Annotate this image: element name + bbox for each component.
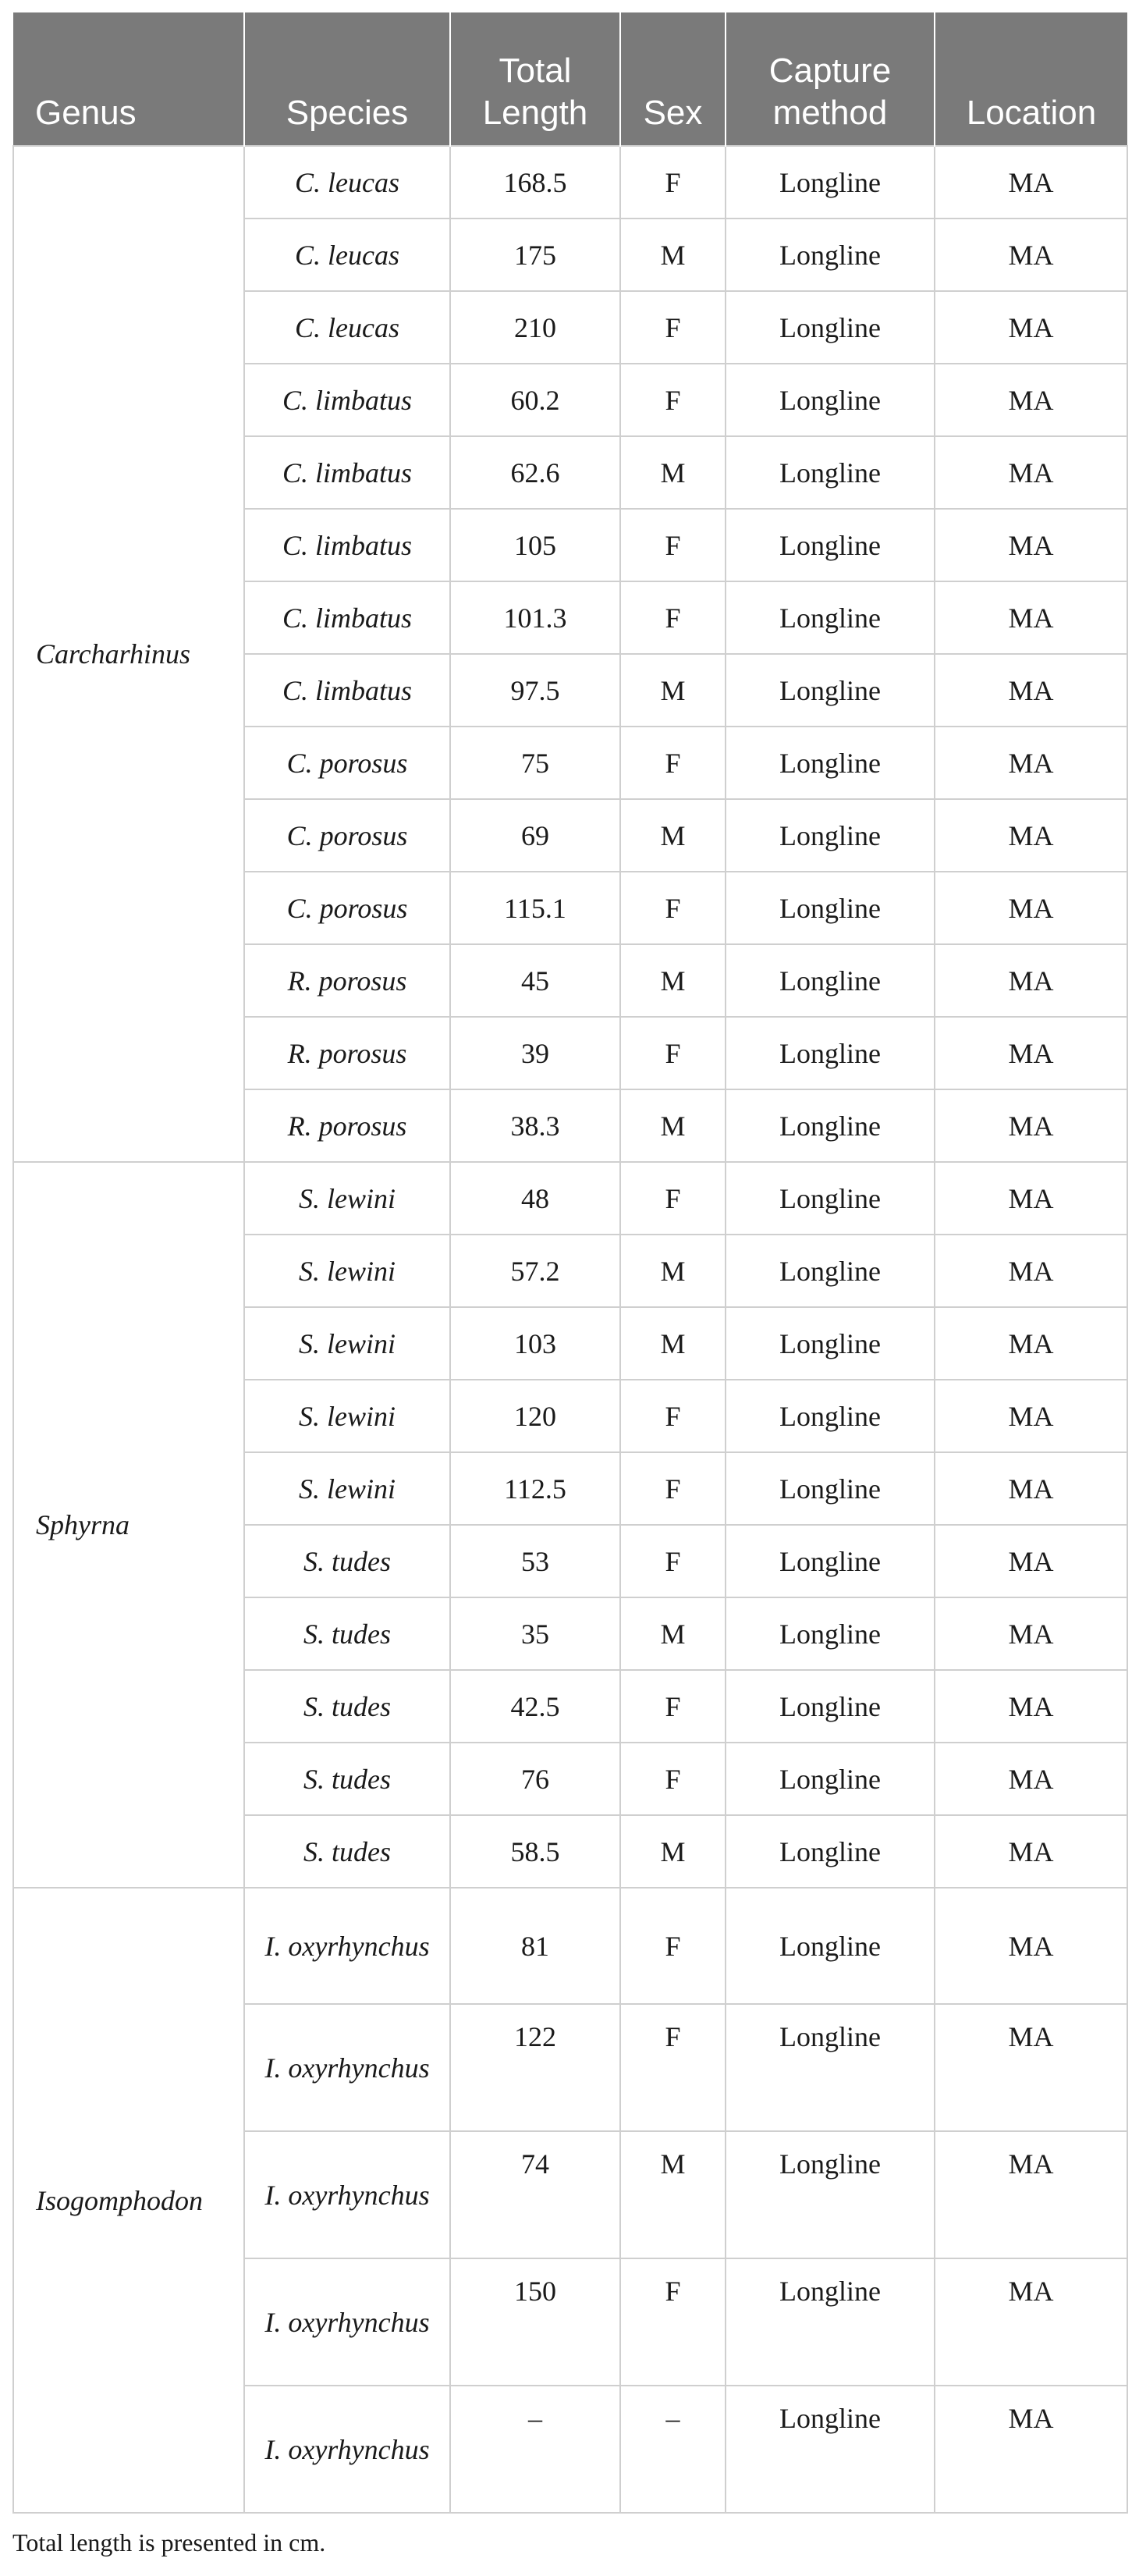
- location-cell: MA: [935, 364, 1127, 436]
- length-cell: 122: [450, 2004, 620, 2131]
- length-cell: 76: [450, 1743, 620, 1815]
- species-cell: I. oxyrhynchus: [244, 2131, 450, 2258]
- length-cell: 112.5: [450, 1452, 620, 1525]
- sex-cell: M: [620, 944, 726, 1017]
- sex-cell: F: [620, 2258, 726, 2386]
- location-cell: MA: [935, 1162, 1127, 1235]
- species-cell: S. lewini: [244, 1235, 450, 1307]
- capture-method-cell: Longline: [726, 2131, 935, 2258]
- species-cell: C. leucas: [244, 219, 450, 291]
- length-cell: 38.3: [450, 1089, 620, 1162]
- species-cell: R. porosus: [244, 1017, 450, 1089]
- table-row: [13, 1888, 1127, 2004]
- species-cell: S. lewini: [244, 1162, 450, 1235]
- length-cell: 57.2: [450, 1235, 620, 1307]
- sex-cell: –: [620, 2386, 726, 2513]
- species-cell: C. porosus: [244, 799, 450, 872]
- location-cell: MA: [935, 146, 1127, 219]
- capture-method-cell: Longline: [726, 364, 935, 436]
- location-cell: MA: [935, 509, 1127, 581]
- length-cell: 101.3: [450, 581, 620, 654]
- species-cell: C. limbatus: [244, 509, 450, 581]
- sex-cell: M: [620, 1597, 726, 1670]
- sex-cell: M: [620, 1815, 726, 1888]
- location-cell: MA: [935, 727, 1127, 799]
- location-cell: MA: [935, 872, 1127, 944]
- capture-method-cell: Longline: [726, 872, 935, 944]
- capture-method-cell: Longline: [726, 727, 935, 799]
- sex-cell: F: [620, 364, 726, 436]
- sex-cell: F: [620, 509, 726, 581]
- species-cell: I. oxyrhynchus: [244, 2004, 450, 2131]
- capture-method-cell: Longline: [726, 436, 935, 509]
- location-cell: MA: [935, 1017, 1127, 1089]
- capture-method-cell: Longline: [726, 291, 935, 364]
- capture-method-cell: Longline: [726, 1380, 935, 1452]
- sex-cell: F: [620, 1452, 726, 1525]
- sex-cell: F: [620, 1743, 726, 1815]
- species-cell: R. porosus: [244, 1089, 450, 1162]
- species-cell: C. porosus: [244, 872, 450, 944]
- location-cell: MA: [935, 2004, 1127, 2131]
- species-cell: C. limbatus: [244, 436, 450, 509]
- species-cell: S. tudes: [244, 1670, 450, 1743]
- location-cell: MA: [935, 1815, 1127, 1888]
- header-genus: Genus: [13, 12, 244, 146]
- location-cell: MA: [935, 1670, 1127, 1743]
- location-cell: MA: [935, 1888, 1127, 2004]
- length-cell: 103: [450, 1307, 620, 1380]
- capture-method-cell: Longline: [726, 1670, 935, 1743]
- capture-method-cell: Longline: [726, 799, 935, 872]
- length-cell: 62.6: [450, 436, 620, 509]
- header-species: Species: [244, 12, 450, 146]
- species-cell: S. lewini: [244, 1380, 450, 1452]
- sex-cell: M: [620, 436, 726, 509]
- species-cell: C. leucas: [244, 291, 450, 364]
- sex-cell: F: [620, 872, 726, 944]
- length-cell: 210: [450, 291, 620, 364]
- capture-method-cell: Longline: [726, 2386, 935, 2513]
- species-cell: R. porosus: [244, 944, 450, 1017]
- location-cell: MA: [935, 2131, 1127, 2258]
- species-cell: S. tudes: [244, 1525, 450, 1597]
- length-cell: 74: [450, 2131, 620, 2258]
- length-cell: 168.5: [450, 146, 620, 219]
- species-cell: C. limbatus: [244, 654, 450, 727]
- capture-method-cell: Longline: [726, 1452, 935, 1525]
- sex-cell: M: [620, 1089, 726, 1162]
- header-location: Location: [935, 12, 1127, 146]
- location-cell: MA: [935, 581, 1127, 654]
- length-cell: 48: [450, 1162, 620, 1235]
- capture-method-cell: Longline: [726, 2004, 935, 2131]
- species-cell: C. limbatus: [244, 581, 450, 654]
- length-cell: 45: [450, 944, 620, 1017]
- capture-method-cell: Longline: [726, 1162, 935, 1235]
- sex-cell: F: [620, 1525, 726, 1597]
- sex-cell: M: [620, 799, 726, 872]
- length-cell: 75: [450, 727, 620, 799]
- location-cell: MA: [935, 944, 1127, 1017]
- species-cell: C. leucas: [244, 146, 450, 219]
- capture-method-cell: Longline: [726, 581, 935, 654]
- location-cell: MA: [935, 219, 1127, 291]
- sex-cell: F: [620, 1888, 726, 2004]
- table-row: [13, 146, 1127, 219]
- length-cell: 150: [450, 2258, 620, 2386]
- length-cell: 53: [450, 1525, 620, 1597]
- sex-cell: F: [620, 146, 726, 219]
- species-cell: S. lewini: [244, 1307, 450, 1380]
- capture-method-cell: Longline: [726, 509, 935, 581]
- capture-method-cell: Longline: [726, 1525, 935, 1597]
- capture-method-cell: Longline: [726, 1815, 935, 1888]
- sex-cell: F: [620, 727, 726, 799]
- sex-cell: M: [620, 1235, 726, 1307]
- capture-method-cell: Longline: [726, 1597, 935, 1670]
- species-cell: I. oxyrhynchus: [244, 2258, 450, 2386]
- sex-cell: F: [620, 291, 726, 364]
- header-total-length: Total Length: [450, 12, 620, 146]
- length-cell: 175: [450, 219, 620, 291]
- length-cell: 120: [450, 1380, 620, 1452]
- location-cell: MA: [935, 1307, 1127, 1380]
- location-cell: MA: [935, 1089, 1127, 1162]
- length-cell: –: [450, 2386, 620, 2513]
- sex-cell: M: [620, 1307, 726, 1380]
- capture-method-cell: Longline: [726, 1743, 935, 1815]
- location-cell: MA: [935, 1743, 1127, 1815]
- length-cell: 39: [450, 1017, 620, 1089]
- header-capture-method: Capture method: [726, 12, 935, 146]
- location-cell: MA: [935, 436, 1127, 509]
- capture-method-cell: Longline: [726, 219, 935, 291]
- location-cell: MA: [935, 2386, 1127, 2513]
- sex-cell: M: [620, 219, 726, 291]
- capture-method-cell: Longline: [726, 1089, 935, 1162]
- capture-method-cell: Longline: [726, 1235, 935, 1307]
- length-cell: 35: [450, 1597, 620, 1670]
- sex-cell: F: [620, 1017, 726, 1089]
- sex-cell: F: [620, 1162, 726, 1235]
- genus-cell: Isogomphodon: [13, 1888, 244, 2513]
- header-row: [13, 12, 1127, 146]
- capture-method-cell: Longline: [726, 1017, 935, 1089]
- capture-method-cell: Longline: [726, 2258, 935, 2386]
- sex-cell: F: [620, 1670, 726, 1743]
- species-cell: S. lewini: [244, 1452, 450, 1525]
- length-cell: 60.2: [450, 364, 620, 436]
- capture-method-cell: Longline: [726, 146, 935, 219]
- sex-cell: M: [620, 654, 726, 727]
- length-cell: 115.1: [450, 872, 620, 944]
- species-cell: S. tudes: [244, 1743, 450, 1815]
- species-cell: S. tudes: [244, 1597, 450, 1670]
- table-body: [13, 146, 1127, 2513]
- location-cell: MA: [935, 1380, 1127, 1452]
- length-cell: 81: [450, 1888, 620, 2004]
- location-cell: MA: [935, 1235, 1127, 1307]
- location-cell: MA: [935, 1597, 1127, 1670]
- sex-cell: F: [620, 1380, 726, 1452]
- location-cell: MA: [935, 291, 1127, 364]
- capture-method-cell: Longline: [726, 1307, 935, 1380]
- capture-method-cell: Longline: [726, 944, 935, 1017]
- species-cell: I. oxyrhynchus: [244, 2386, 450, 2513]
- sex-cell: F: [620, 2004, 726, 2131]
- length-cell: 105: [450, 509, 620, 581]
- species-cell: C. porosus: [244, 727, 450, 799]
- length-cell: 58.5: [450, 1815, 620, 1888]
- sex-cell: F: [620, 581, 726, 654]
- location-cell: MA: [935, 1452, 1127, 1525]
- genus-cell: Sphyrna: [13, 1162, 244, 1888]
- table-footnote: Total length is presented in cm.: [12, 2528, 326, 2556]
- species-cell: I. oxyrhynchus: [244, 1888, 450, 2004]
- table-row: [13, 1162, 1127, 1235]
- length-cell: 69: [450, 799, 620, 872]
- capture-method-cell: Longline: [726, 1888, 935, 2004]
- species-cell: S. tudes: [244, 1815, 450, 1888]
- header-sex: Sex: [620, 12, 726, 146]
- length-cell: 97.5: [450, 654, 620, 727]
- location-cell: MA: [935, 654, 1127, 727]
- shark-specimen-table: [12, 12, 1128, 2514]
- sex-cell: M: [620, 2131, 726, 2258]
- genus-cell: Carcharhinus: [13, 146, 244, 1162]
- location-cell: MA: [935, 799, 1127, 872]
- data-table-container: [12, 12, 1127, 2514]
- capture-method-cell: Longline: [726, 654, 935, 727]
- species-cell: C. limbatus: [244, 364, 450, 436]
- location-cell: MA: [935, 1525, 1127, 1597]
- location-cell: MA: [935, 2258, 1127, 2386]
- length-cell: 42.5: [450, 1670, 620, 1743]
